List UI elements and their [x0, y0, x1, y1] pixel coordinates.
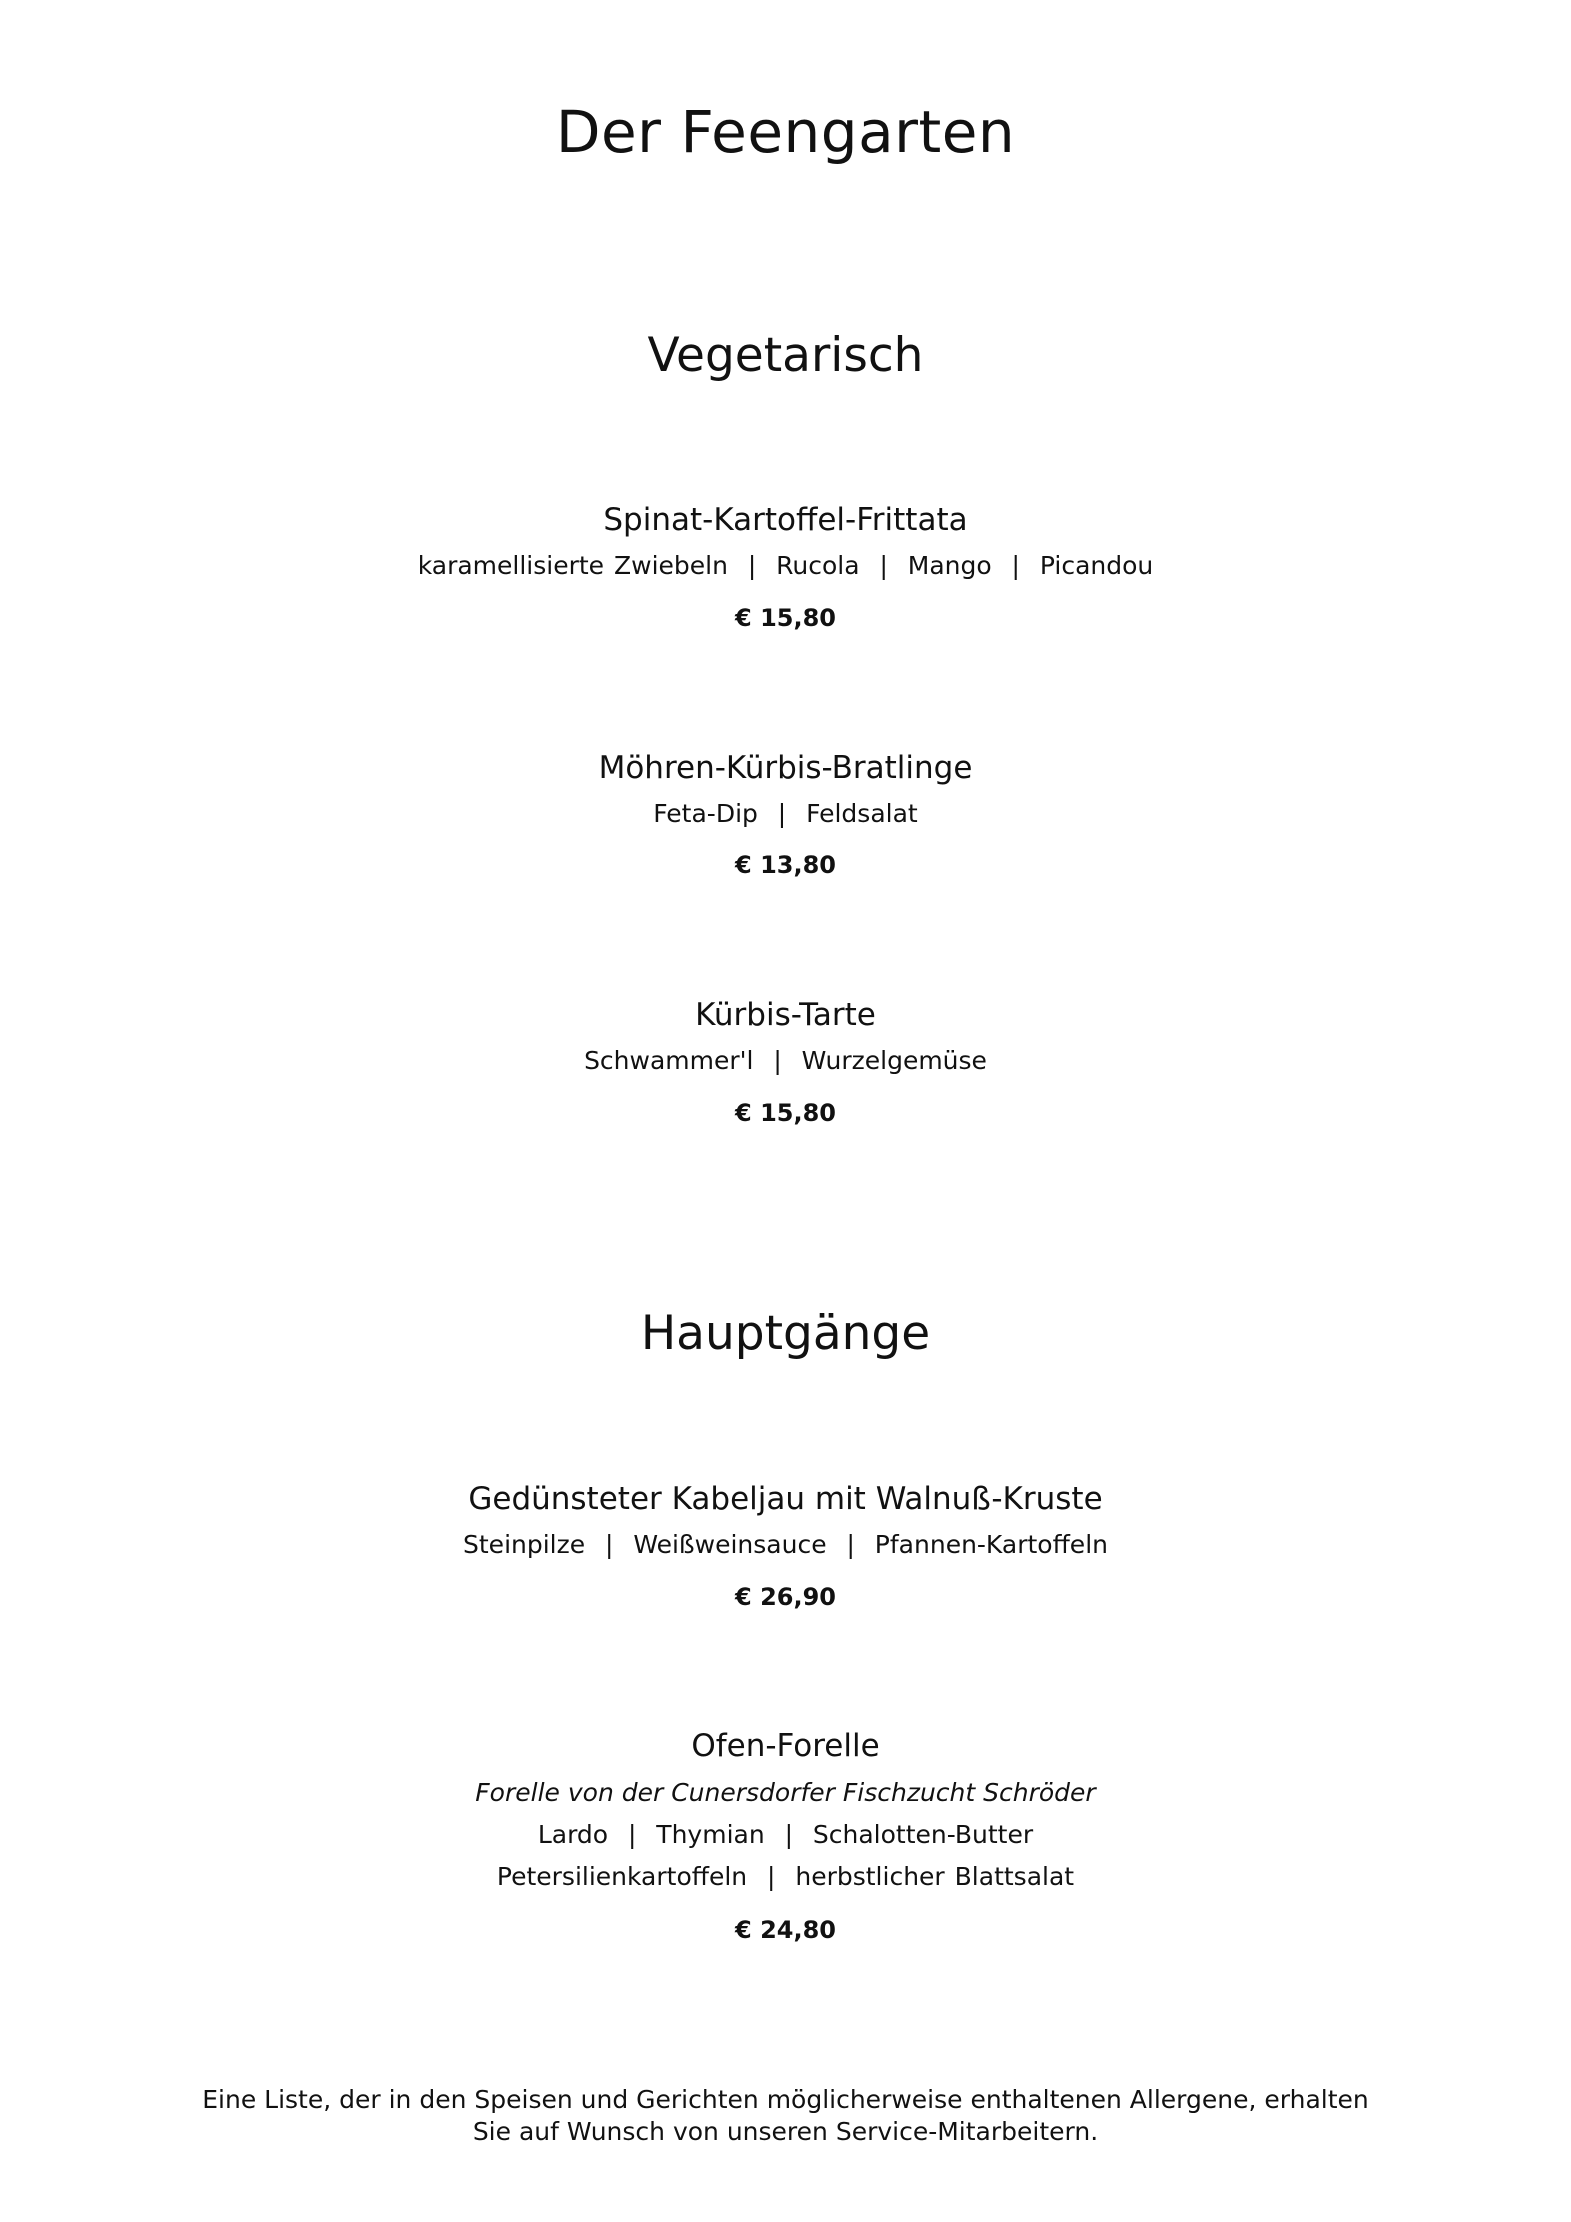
- dish-name: Ofen-Forelle: [691, 1728, 880, 1764]
- page-title: Der Feengarten: [555, 98, 1016, 166]
- dish-details: Schwammer'l | Wurzelgemüse: [584, 1046, 987, 1075]
- dish-price: € 24,80: [735, 1916, 836, 1944]
- dish-price: € 15,80: [735, 1099, 836, 1127]
- dish-price: € 15,80: [735, 604, 836, 632]
- dish-details: Lardo | Thymian | Schalotten-Butter: [537, 1820, 1034, 1849]
- dish-details: Petersilienkartoffeln | herbstlicher Blattsalat: [496, 1862, 1075, 1891]
- dish-price: € 26,90: [735, 1583, 836, 1611]
- dish-price: € 13,80: [735, 851, 836, 879]
- dish-details: Steinpilze | Weißweinsauce | Pfannen-Kartoffeln: [463, 1530, 1108, 1559]
- allergen-note-line-1: Eine Liste, der in den Speisen und Gerichten möglicherweise enthaltenen Allergene, erhalten: [202, 2085, 1369, 2114]
- dish-name: Gedünsteter Kabeljau mit Walnuß-Kruste: [468, 1481, 1103, 1517]
- section-heading-hauptgaenge: Hauptgänge: [640, 1306, 931, 1361]
- section-heading-vegetarisch: Vegetarisch: [647, 328, 924, 383]
- dish-details: Feta-Dip | Feldsalat: [653, 799, 918, 828]
- dish-details: karamellisierte Zwiebeln | Rucola | Mango | Picandou: [417, 551, 1154, 580]
- dish-name: Kürbis-Tarte: [695, 997, 876, 1033]
- dish-subtitle: Forelle von der Cunersdorfer Fischzucht Schröder: [475, 1778, 1096, 1807]
- dish-name: Spinat-Kartoffel-Frittata: [603, 502, 968, 538]
- dish-name: Möhren-Kürbis-Bratlinge: [598, 750, 973, 786]
- allergen-note-line-2: Sie auf Wunsch von unseren Service-Mitarbeitern.: [472, 2117, 1099, 2146]
